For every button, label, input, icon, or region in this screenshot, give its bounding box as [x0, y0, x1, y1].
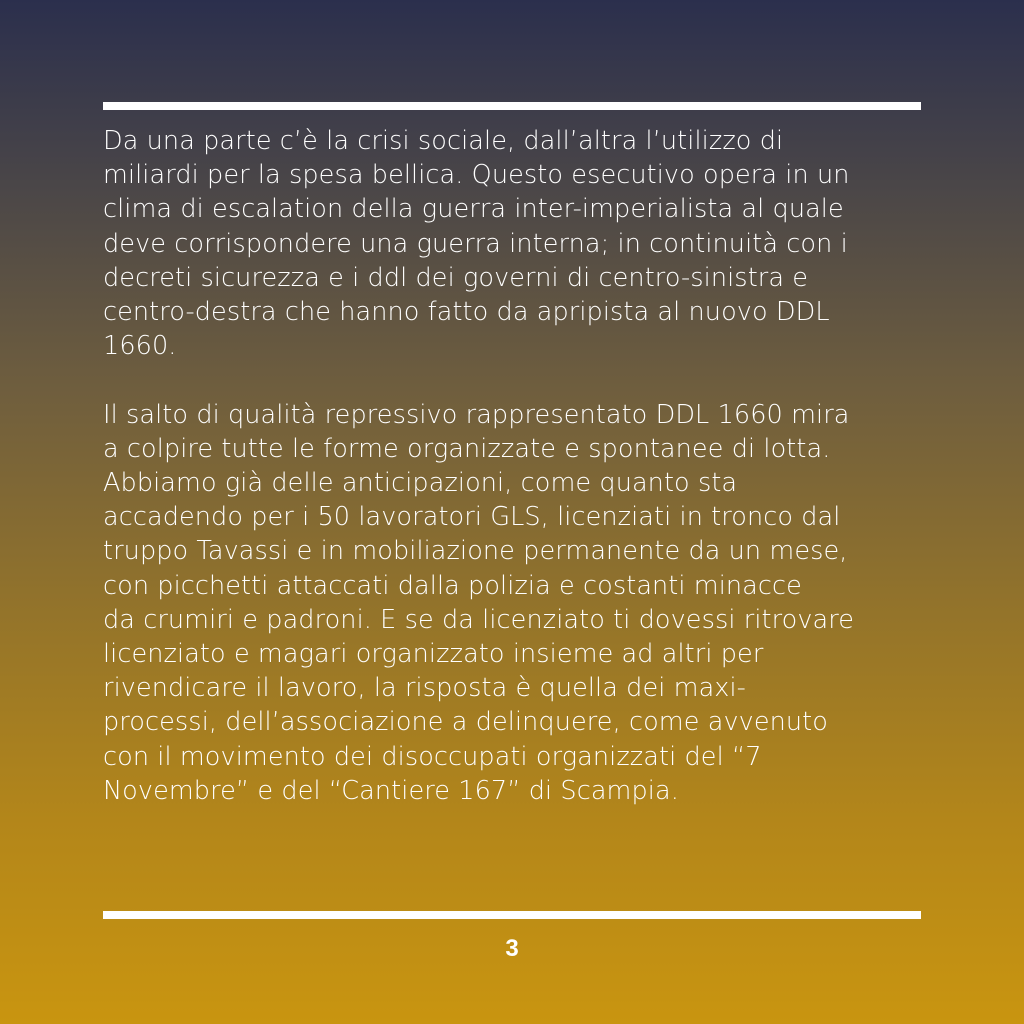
body-text: [103, 124, 943, 808]
page-number: 3: [505, 935, 519, 962]
top-divider: [103, 102, 921, 110]
paragraph-1: Da una parte c’è la crisi sociale, dall’altra l’utilizzo di miliardi per la spesa bellica. Questo esecutivo opera in un clima di escalation della guerra inter-imperialista al quale deve corrispondere una guerra interna; in continuità con i decreti sicurezza e i ddl dei governi di centro-sinistra e centro-destra che hanno fatto da apripista al nuovo DDL 1660.: [103, 126, 850, 362]
paragraph-2: Il salto di qualità repressivo rappresentato DDL 1660 mira a colpire tutte le forme organizzate e spontanee di lotta. Abbiamo già delle anticipazioni, come quanto sta accadendo per i 50 lavoratori GLS, licenziati in tronco dal truppo Tavassi e in mobiliazione permanente da un mese, con picchetti attaccati dalla polizia e costanti minacce da crumiri e padroni. E se da licenziato ti dovessi ritrovare licenziato e magari organizzato insieme ad altri per rivendicare il lavoro, la risposta è quella dei maxi- processi, dell’associazione a delinquere, come avvenuto con il movimento dei disoccupati organizzati del “7 Novembre” e del “Cantiere 167” di Scampia.: [103, 399, 855, 806]
bottom-divider: [103, 911, 921, 919]
